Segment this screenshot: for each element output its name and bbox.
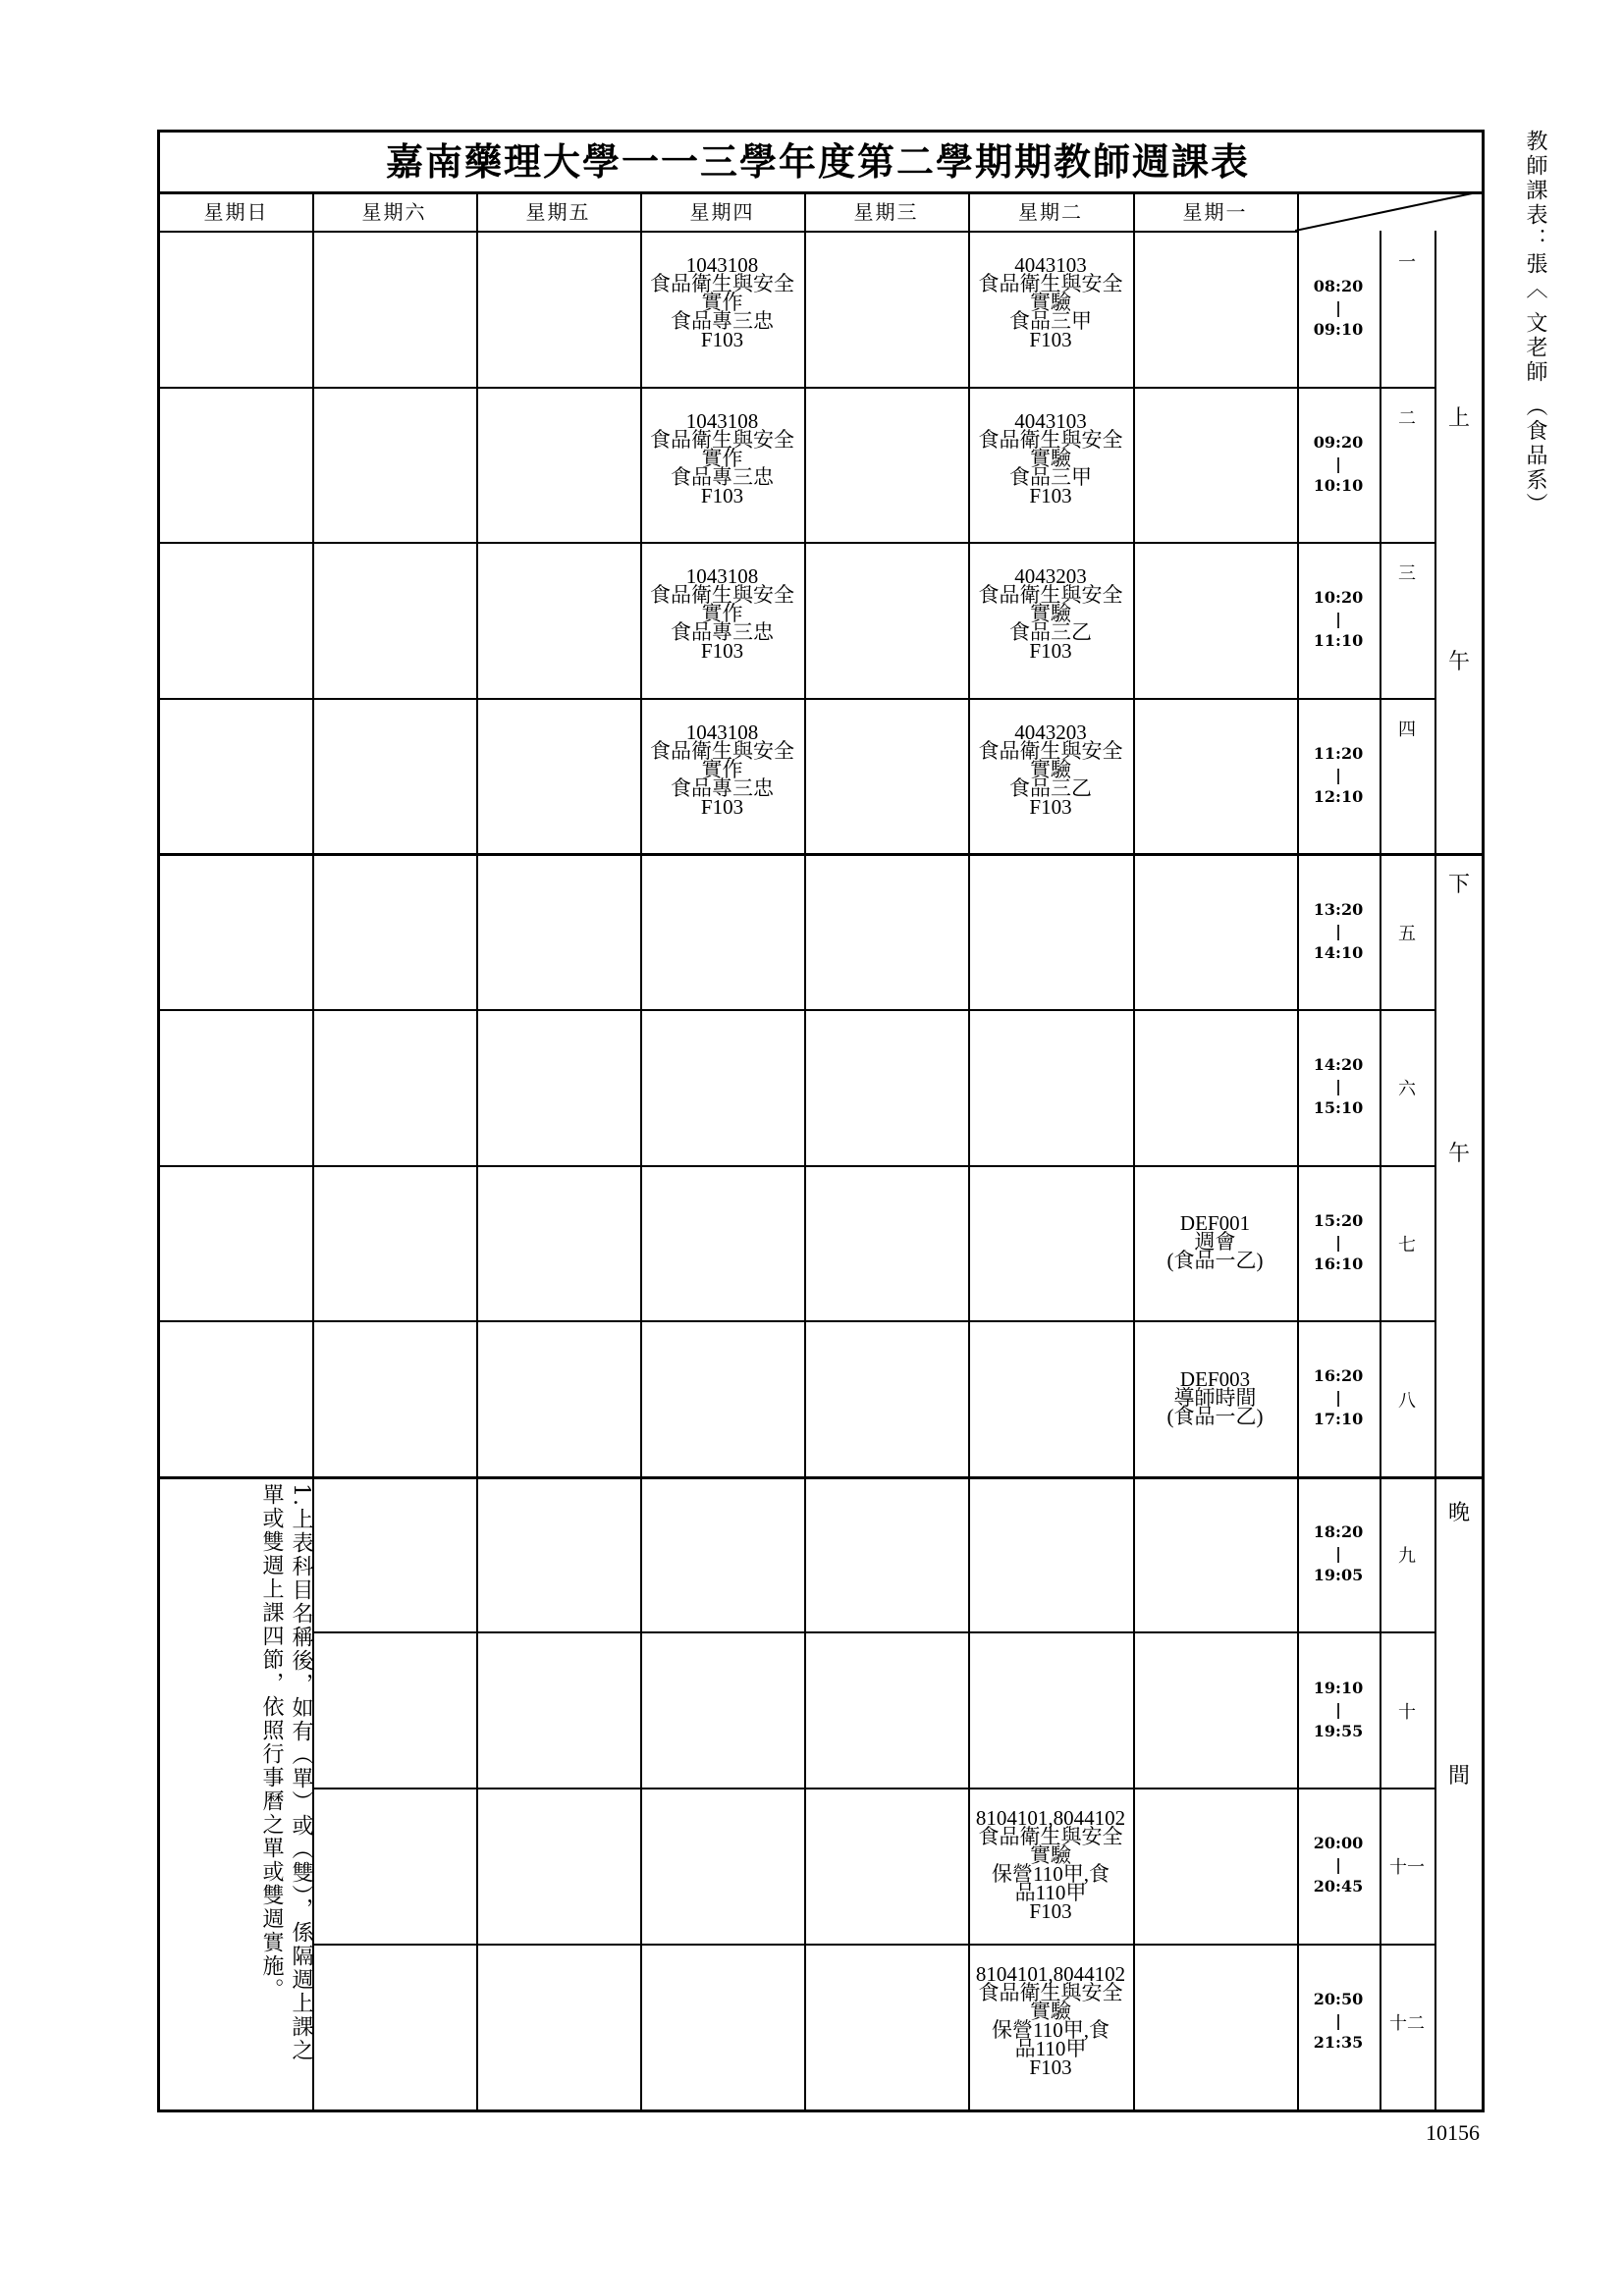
class-line: 食品專三忠: [671, 620, 774, 645]
period-number: 八: [1398, 1390, 1416, 1412]
class-line: F103: [700, 639, 744, 664]
class-line: 保營110甲,食: [992, 1862, 1110, 1887]
class-line: F103: [1029, 639, 1072, 664]
class-line: 食品衛生與安全: [650, 583, 794, 608]
class-line: F103: [1029, 328, 1072, 351]
class-line: F103: [700, 483, 744, 507]
session-line: [1435, 1476, 1482, 1479]
class-line: 4043103: [1014, 408, 1087, 433]
period-time: [1297, 1944, 1380, 2100]
class-line: 實作: [701, 602, 743, 626]
period-time: [1297, 542, 1380, 698]
header-diagonal: [1295, 191, 1482, 233]
class-line: 食品衛生與安全: [650, 738, 794, 763]
row-line: [160, 698, 1435, 700]
column-line: [1435, 231, 1436, 2109]
class-line: 4043103: [1014, 253, 1087, 277]
class-cell[interactable]: [640, 242, 804, 375]
class-line: 品110甲: [1014, 2036, 1087, 2060]
row-line: [160, 542, 1435, 544]
day-header-wed: 星期三: [853, 200, 919, 224]
class-line: 實驗: [1030, 757, 1071, 781]
day-header-thu: 星期四: [689, 200, 755, 224]
period-number: 七: [1398, 1234, 1416, 1255]
class-line: (食品一乙): [1166, 1249, 1264, 1273]
row-line: [160, 1320, 1435, 1322]
time-end: 14:10: [1313, 942, 1364, 962]
session-label-afternoon-2: 午: [1447, 1142, 1470, 1166]
time-start: 08:20: [1313, 277, 1364, 296]
class-cell[interactable]: [1133, 1332, 1297, 1465]
class-cell[interactable]: [968, 554, 1133, 686]
period-time: [1297, 1631, 1380, 1788]
day-header-sun: 星期日: [203, 200, 269, 224]
row-line: [312, 1631, 1435, 1633]
class-line: F103: [1029, 794, 1072, 819]
time-end: 17:10: [1313, 1410, 1364, 1429]
class-line: 實驗: [1030, 1999, 1071, 2023]
time-dash: |: [1335, 298, 1341, 318]
class-line: F103: [700, 794, 744, 819]
period-time: [1297, 231, 1380, 387]
day-header-sat: 星期六: [361, 200, 427, 224]
class-line: 1043108: [685, 408, 759, 433]
time-start: 14:20: [1313, 1055, 1364, 1075]
period-time: [1297, 1009, 1380, 1165]
column-line: [1380, 231, 1381, 2109]
time-dash: |: [1335, 766, 1341, 785]
schedule-table: [157, 130, 1485, 2112]
class-line: 保營110甲,食: [992, 2017, 1110, 2042]
class-cell[interactable]: [640, 399, 804, 531]
period-time: [1297, 1320, 1380, 1476]
time-start: 20:50: [1313, 1989, 1364, 2008]
column-line: [1133, 191, 1135, 2109]
time-start: 09:20: [1313, 432, 1364, 452]
time-start: 20:00: [1313, 1834, 1364, 1853]
time-end: 11:10: [1313, 631, 1364, 651]
class-line: 實作: [701, 757, 743, 781]
row-line: [160, 387, 1435, 389]
session-label-evening-2: 間: [1447, 1764, 1470, 1789]
class-line: 1043108: [685, 720, 759, 744]
period-number: 五: [1398, 923, 1416, 944]
class-cell[interactable]: [640, 554, 804, 686]
class-line: 8104101,8044102: [975, 1961, 1126, 1986]
row-line: [160, 1476, 1435, 1479]
class-line: DEF003: [1179, 1366, 1251, 1391]
period-number: 九: [1398, 1546, 1416, 1568]
period-time: [1297, 387, 1380, 543]
page-title: 嘉南藥理大學一一三學年度第二學期期教師週課表: [385, 139, 1250, 184]
class-cell[interactable]: [1133, 1177, 1297, 1309]
class-line: 實驗: [1030, 291, 1071, 314]
time-dash: |: [1335, 1544, 1341, 1564]
time-end: 21:35: [1313, 2032, 1364, 2052]
time-end: 10:10: [1313, 475, 1364, 495]
class-cell[interactable]: [968, 1799, 1133, 1932]
class-line: 食品衛生與安全: [978, 583, 1123, 608]
period-time: [1297, 698, 1380, 854]
period-time: [1297, 1788, 1380, 1944]
class-line: 食品三乙: [1009, 620, 1092, 645]
period-number: 三: [1398, 563, 1416, 585]
class-line: 食品衛生與安全: [650, 427, 794, 452]
class-line: 1043108: [685, 564, 759, 589]
period-number: 一: [1398, 252, 1416, 273]
time-start: 11:20: [1313, 744, 1364, 764]
class-cell[interactable]: [640, 710, 804, 842]
class-line: 食品衛生與安全: [978, 272, 1123, 295]
class-line: F103: [700, 328, 744, 351]
class-line: 食品衛生與安全: [978, 1980, 1123, 2004]
class-cell[interactable]: [968, 242, 1133, 375]
day-header-fri: 星期五: [525, 200, 591, 224]
time-start: 15:20: [1313, 1210, 1364, 1230]
time-dash: |: [1335, 1855, 1341, 1875]
class-line: 實作: [701, 446, 743, 470]
row-line: [312, 1944, 1435, 1946]
session-line: [1435, 853, 1482, 856]
time-dash: |: [1335, 1077, 1341, 1096]
class-line: 食品衛生與安全: [978, 1825, 1123, 1849]
header-divider: [160, 231, 1297, 233]
period-number: 二: [1398, 407, 1416, 429]
row-line: [160, 853, 1435, 856]
day-header-mon: 星期一: [1182, 200, 1248, 224]
time-start: 19:10: [1313, 1678, 1364, 1697]
session-label-evening-1: 晚: [1447, 1500, 1470, 1525]
day-header-tue: 星期二: [1018, 200, 1083, 224]
class-line: 1043108: [685, 253, 759, 277]
period-number: 十二: [1389, 2012, 1425, 2034]
row-line: [160, 1165, 1435, 1167]
time-dash: |: [1335, 610, 1341, 629]
class-line: 食品衛生與安全: [650, 272, 794, 295]
period-number: 十: [1398, 1701, 1416, 1723]
time-dash: |: [1335, 1388, 1341, 1408]
class-line: 食品三甲: [1009, 309, 1092, 333]
time-end: 20:45: [1313, 1877, 1364, 1896]
time-start: 13:20: [1313, 899, 1364, 919]
class-line: F103: [1029, 1899, 1072, 1924]
time-dash: |: [1335, 1699, 1341, 1719]
session-label-morning-1: 上: [1447, 405, 1470, 431]
time-end: 12:10: [1313, 787, 1364, 807]
class-cell[interactable]: [968, 1955, 1133, 2088]
row-line: [160, 1009, 1435, 1011]
footnote: 1.上表科目名稱後，如有（單）或（雙），係隔週上課之單或雙週上課四節，依照行事曆之單或雙週實施。: [259, 1483, 313, 2062]
period-time: [1297, 1165, 1380, 1321]
session-label-afternoon-1: 下: [1447, 873, 1470, 898]
class-line: 4043203: [1014, 564, 1087, 589]
class-line: 實驗: [1030, 602, 1071, 626]
class-line: 實驗: [1030, 446, 1071, 470]
time-end: 09:10: [1313, 320, 1364, 340]
class-line: 8104101,8044102: [975, 1806, 1126, 1831]
class-line: 導師時間: [1173, 1385, 1257, 1410]
class-line: 食品衛生與安全: [978, 427, 1123, 452]
class-line: 食品衛生與安全: [978, 738, 1123, 763]
class-line: 品110甲: [1014, 1881, 1087, 1905]
time-dash: |: [1335, 454, 1341, 473]
time-end: 16:10: [1313, 1254, 1364, 1273]
time-start: 16:20: [1313, 1366, 1364, 1386]
class-cell[interactable]: [968, 710, 1133, 842]
class-cell[interactable]: [968, 399, 1133, 531]
class-line: 食品三乙: [1009, 775, 1092, 800]
column-line: [804, 191, 806, 2109]
row-line: [312, 1788, 1435, 1789]
session-label-morning-2: 午: [1447, 650, 1470, 675]
time-dash: |: [1335, 921, 1341, 940]
time-dash: |: [1335, 2010, 1341, 2030]
column-line: [476, 191, 478, 2109]
class-line: 食品三甲: [1009, 464, 1092, 489]
class-line: 食品專三忠: [671, 464, 774, 489]
class-line: DEF001: [1179, 1211, 1251, 1236]
class-line: F103: [1029, 2055, 1072, 2079]
class-line: 食品專三忠: [671, 775, 774, 800]
class-line: 實驗: [1030, 1843, 1071, 1868]
period-number: 六: [1398, 1079, 1416, 1100]
class-line: 4043203: [1014, 720, 1087, 744]
time-start: 18:20: [1313, 1522, 1364, 1542]
period-number: 十一: [1389, 1857, 1425, 1879]
time-dash: |: [1335, 1232, 1341, 1252]
period-time: [1297, 1476, 1380, 1632]
time-end: 15:10: [1313, 1098, 1364, 1118]
class-line: 食品專三忠: [671, 309, 774, 333]
period-number: 四: [1398, 719, 1416, 740]
class-line: F103: [1029, 483, 1072, 507]
time-start: 10:20: [1313, 588, 1364, 608]
class-line: 週會: [1194, 1230, 1236, 1255]
class-line: (食品一乙): [1166, 1404, 1264, 1428]
page-number: 10156: [1426, 2120, 1480, 2145]
side-label: 教師課表：張〈 文老師 （食品系）: [1523, 130, 1547, 517]
period-time: [1297, 853, 1380, 1009]
time-end: 19:55: [1313, 1721, 1364, 1740]
time-end: 19:05: [1313, 1566, 1364, 1585]
class-line: 實作: [701, 291, 743, 314]
